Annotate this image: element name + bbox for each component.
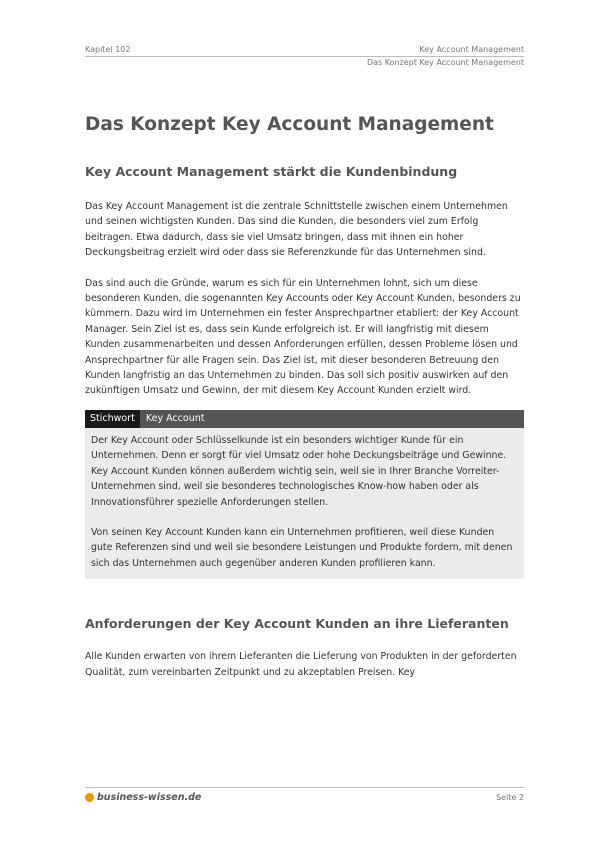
section-heading-anforderungen: Anforderungen der Key Account Kunden an ihre Lieferanten: [85, 616, 509, 632]
header-subtitle: Das Konzept Key Account Management: [366, 58, 524, 67]
keyword-box-header: [85, 410, 524, 428]
footer-divider: [85, 787, 524, 788]
keyword-paragraph: Der Key Account oder Schlüsselkunde ist ein besonders wichtiger Kunde für ein Unternehmen. Denn er sorgt für viel Umsatz oder hohe Deckungsbeiträge und Gewinne. Key Account Kunden können außerdem wichtig sein, weil sie in Ihrer Branche Vorreiter-Unternehmen sind, weil sie besonderes technologisches Know-how haben oder als Innovationsführer spezielle Anforderungen stellen.: [91, 434, 507, 508]
header-chapter: Kapitel 102: [85, 45, 131, 54]
keyword-box-body: [85, 428, 524, 579]
page-number: Seite 2: [496, 793, 524, 802]
header-title: Key Account Management: [419, 45, 524, 54]
paragraph: Das Key Account Management ist die zentrale Schnittstelle zwischen einem Unternehmen und seinen wichtigsten Kunden. Das sind die Kunden, die besonders viel zum Erfolg beitragen. Etwa dadurch, dass sie viel Umsatz bringen, dass mit ihnen ein hoher Deckungsbeitrag erzielt wird oder dass sie Referenzkunde für das Unternehmen sind.: [85, 201, 508, 259]
footer-logo: [85, 792, 201, 803]
page-content: [85, 112, 524, 680]
section-heading-kundenbindung: Key Account Management stärkt die Kundenbindung: [85, 164, 458, 179]
paragraph: Alle Kunden erwarten von ihrem Lieferanten die Lieferung von Produkten in der geforderten Qualität, zum vereinbarten Zeitpunkt und zu akzeptablen Preisen. Key: [85, 651, 517, 678]
logo-dot-icon: [85, 793, 94, 802]
footer-logo-text: business-wissen.de: [97, 792, 202, 803]
keyword-paragraph: Von seinen Key Account Kunden kann ein Unternehmen profitieren, weil diese Kunden gute Referenzen sind und weil sie besondere Leistungen und Produkte fordern, mit denen sich das Unternehmen auch gegenüber anderen Kunden profilieren kann.: [91, 526, 513, 569]
header-divider: [85, 56, 524, 57]
keyword-title: Key Account: [145, 412, 205, 424]
page-title: Das Konzept Key Account Management: [85, 114, 494, 135]
keyword-box: [85, 410, 524, 579]
keyword-tag: Stichwort: [85, 410, 140, 428]
paragraph: Das sind auch die Gründe, warum es sich für ein Unternehmen lohnt, sich um diese besonderen Kunden, die sogenannten Key Accounts oder Key Account Kunden, besonders zu kümmern. Dazu wird im Unternehmen ein fester Ansprechpartner etabliert: der Key Account Manager. Sein Ziel ist es, dass sein Kunde erfolgreich ist. Er will langfristig mit diesem Kunden zusammenarbeiten und dessen Anforderungen erfüllen, dessen Probleme lösen und Ansprechpartner für alle Fragen sein. Das Ziel ist, mit dieser besonderen Betreuung den Kunden langfristig an das Unternehmen zu binden. Das soll sich positiv auswirken auf den zukünftigen Umsatz und Gewinn, der mit diesem Key Account Kunden erzielt wird.: [85, 277, 521, 397]
